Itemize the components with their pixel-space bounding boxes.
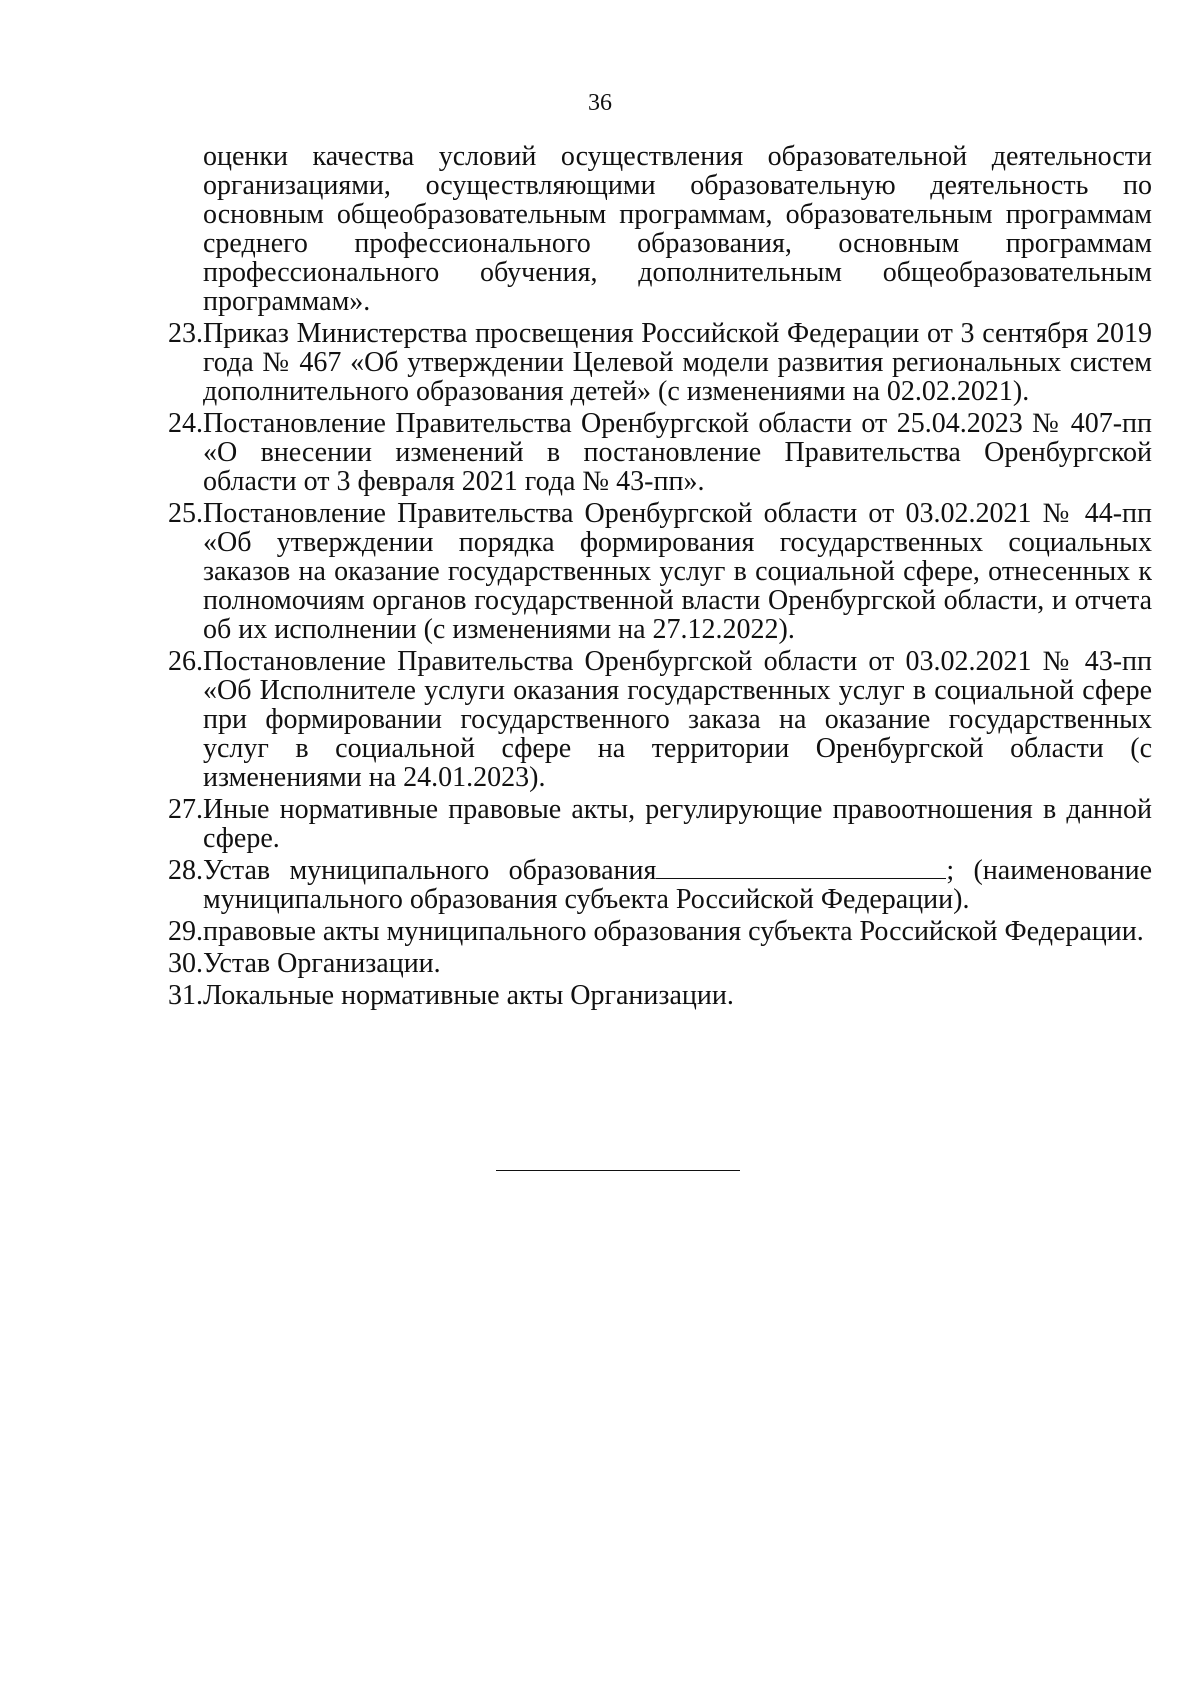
item-text: Иные нормативные правовые акты, регулирующие правоотношения в данной сфере. bbox=[203, 794, 1152, 854]
continued-paragraph: оценки качества условий осуществления образовательной деятельности организациями, осуществляющими образовательную деятельность по основным общеобразовательным программам, образовательным программам среднего профессионального образования, основным программам профессионального обучения, дополнительным общеобразовательным программам». bbox=[203, 141, 1152, 317]
item-text: правовые акты муниципального образования субъекта Российской Федерации. bbox=[203, 916, 1144, 947]
item-number: 23. bbox=[168, 318, 203, 349]
item-text: Устав Организации. bbox=[203, 948, 441, 979]
item-number: 29. bbox=[168, 916, 203, 947]
item-text-continuation: (наименование муниципального образования субъекта Российской Федерации). bbox=[203, 855, 1153, 915]
end-of-document-divider bbox=[496, 1170, 740, 1171]
item-text: Приказ Министерства просвещения Российской Федерации от 3 сентября 2019 года № 467 «Об утверждении Целевой модели развития региональных систем дополнительного образования детей» (с изменениями на 02.02.2021). bbox=[203, 318, 1152, 407]
list-item-27 bbox=[168, 795, 1152, 853]
list-item-29 bbox=[168, 917, 1152, 946]
item-number: 31. bbox=[168, 980, 203, 1011]
list-item-31 bbox=[168, 981, 1152, 1010]
list-item-25 bbox=[168, 499, 1152, 644]
list-item-30 bbox=[168, 949, 1152, 978]
item-number: 25. bbox=[168, 498, 203, 529]
item-text: Постановление Правительства Оренбургской области от 03.02.2021 № 43-пп «Об Исполнителе услуги оказания государственных услуг в социальной сфере при формировании государственного заказа на оказание государственных услуг в социальной сфере на территории Оренбургской области (с изменениями на 24.01.2023). bbox=[203, 646, 1152, 793]
item-number: 24. bbox=[168, 408, 203, 439]
list-item-24 bbox=[168, 409, 1152, 496]
list-item-26 bbox=[168, 647, 1152, 792]
item-number: 27. bbox=[168, 794, 203, 825]
list-item-28 bbox=[168, 856, 1152, 914]
item-number: 26. bbox=[168, 646, 203, 677]
item-text: Постановление Правительства Оренбургской области от 03.02.2021 № 44-пп «Об утверждении порядка формирования государственных социальных заказов на оказание государственных услуг в социальной сфере, отнесенных к полномочиям органов государственной власти Оренбургской области, и отчета об их исполнении (с изменениями на 27.12.2022). bbox=[203, 498, 1152, 645]
item-text: Постановление Правительства Оренбургской области от 25.04.2023 № 407-пп «О внесении изменений в постановление Правительства Оренбургской области от 3 февраля 2021 года № 43-пп». bbox=[203, 408, 1152, 497]
item-text bbox=[203, 856, 1152, 914]
fill-in-blank-line bbox=[656, 856, 946, 879]
item-number: 28. bbox=[168, 855, 203, 886]
item-number: 30. bbox=[168, 948, 203, 979]
item-text-before-blank: Устав муниципального образования bbox=[203, 855, 657, 886]
item-text: Локальные нормативные акты Организации. bbox=[203, 980, 734, 1011]
page-number: 36 bbox=[588, 90, 612, 116]
item-text-after-blank: ; bbox=[946, 855, 955, 886]
list-item-23 bbox=[168, 319, 1152, 406]
document-body bbox=[168, 142, 1152, 1010]
